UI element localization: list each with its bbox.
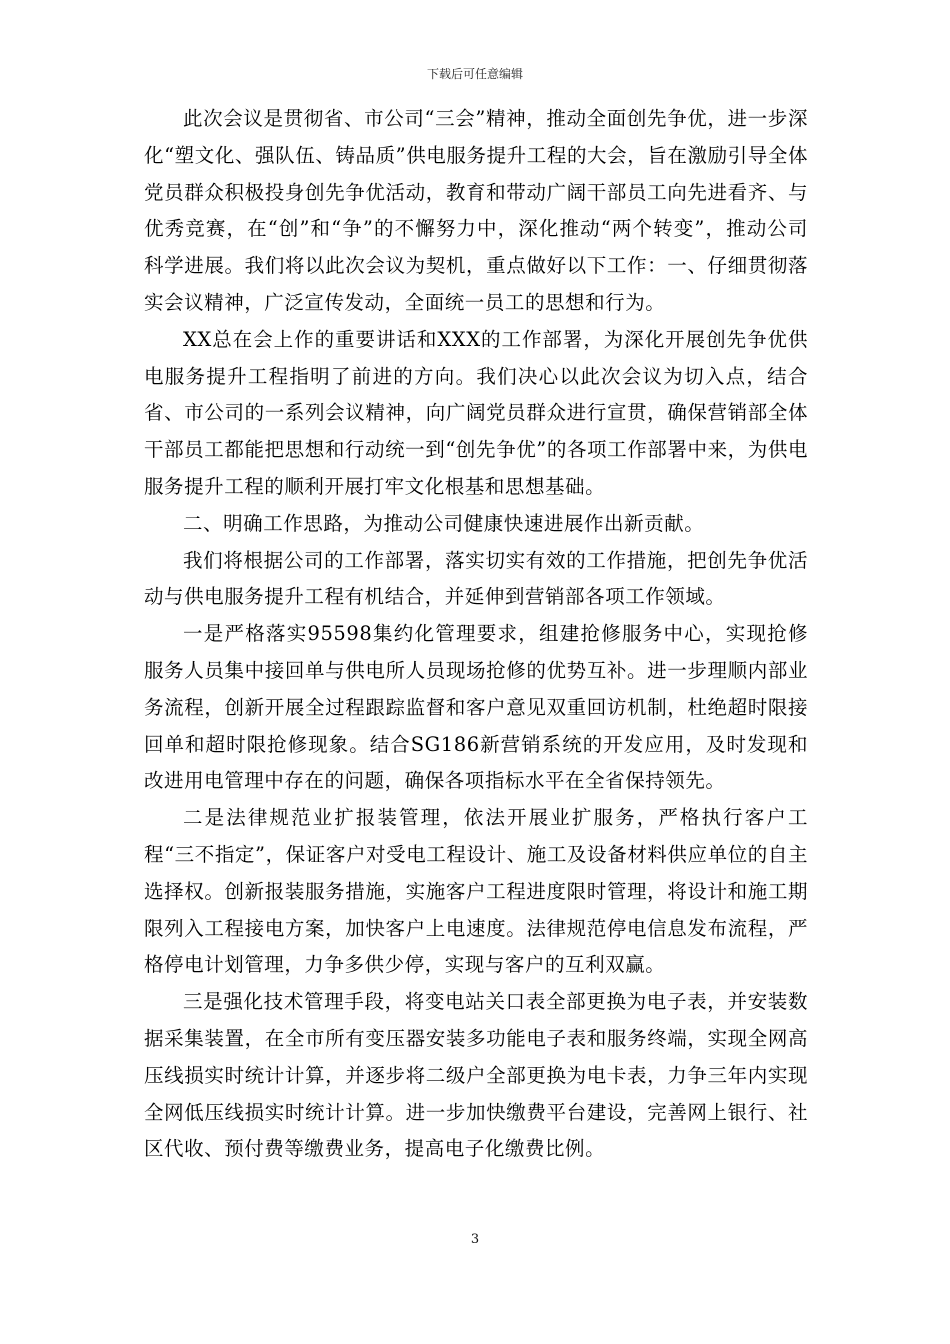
page-number: 3 bbox=[470, 1232, 480, 1247]
paragraph-item-three: 三是强化技术管理手段，将变电站关口表全部更换为电子表，并安装数据采集装置，在全市所有变压器安装多功能电子表和服务终端，实现全网高压线损实时统计计算，并逐步将二级户全部更换为电卡表，力争三年内实现全网低压线损实时统计计算。进一步加快缴费平台建设，完善网上银行、社区代收、预付费等缴费业务，提高电子化缴费比例。 bbox=[144, 990, 808, 1161]
page-header: 下载后可任意编辑 bbox=[426, 67, 523, 81]
document-body bbox=[144, 101, 808, 1168]
paragraph-meeting-intro: 此次会议是贯彻省、市公司“三会”精神，推动全面创先争优，进一步深化“塑文化、强队伍、铸品质”供电服务提升工程的大会，旨在激励引导全体党员群众积极投身创先争优活动，教育和带动广阔干部员工向先进看齐、与优秀竞赛，在“创”和“争”的不懈努力中，深化推动“两个转变”，推动公司科学进展。我们将以此次会议为契机，重点做好以下工作：一、仔细贯彻落实会议精神，广泛宣传发动，全面统一员工的思想和行为。 bbox=[144, 107, 808, 314]
paragraph-item-two: 二是法律规范业扩报装管理，依法开展业扩服务，严格执行客户工程“三不指定”，保证客户对受电工程设计、施工及设备材料供应单位的自主选择权。创新报装服务措施，实施客户工程进度限时管理，将设计和施工期限列入工程接电方案，加快客户上电速度。法律规范停电信息发布流程，严格停电计划管理，力争多供少停，实现与客户的互利双赢。 bbox=[144, 806, 808, 977]
paragraph-section-heading: 二、明确工作思路，为推动公司健康快速进展作出新贡献。 bbox=[183, 511, 705, 535]
paragraph-work-plan: 我们将根据公司的工作部署，落实切实有效的工作措施，把创先争优活动与供电服务提升工程有机结合，并延伸到营销部各项工作领域。 bbox=[144, 548, 808, 609]
paragraph-speech-summary: XX总在会上作的重要讲话和XXX的工作部署，为深化开展创先争优供电服务提升工程指明了前进的方向。我们决心以此次会议为切入点，结合省、市公司的一系列会议精神，向广阔党员群众进行宣贯，确保营销部全体干部员工都能把思想和行动统一到“创先争优”的各项工作部署中来，为供电服务提升工程的顺利开展打牢文化根基和思想基础。 bbox=[144, 327, 808, 498]
paragraph-item-one: 一是严格落实95598集约化管理要求，组建抢修服务中心，实现抢修服务人员集中接回单与供电所人员现场抢修的优势互补。进一步理顺内部业务流程，创新开展全过程跟踪监督和客户意见双重回访机制，杜绝超时限接回单和超时限抢修现象。结合SG186新营销系统的开发应用，及时发现和改进用电管理中存在的问题，确保各项指标水平在全省保持领先。 bbox=[144, 622, 808, 793]
